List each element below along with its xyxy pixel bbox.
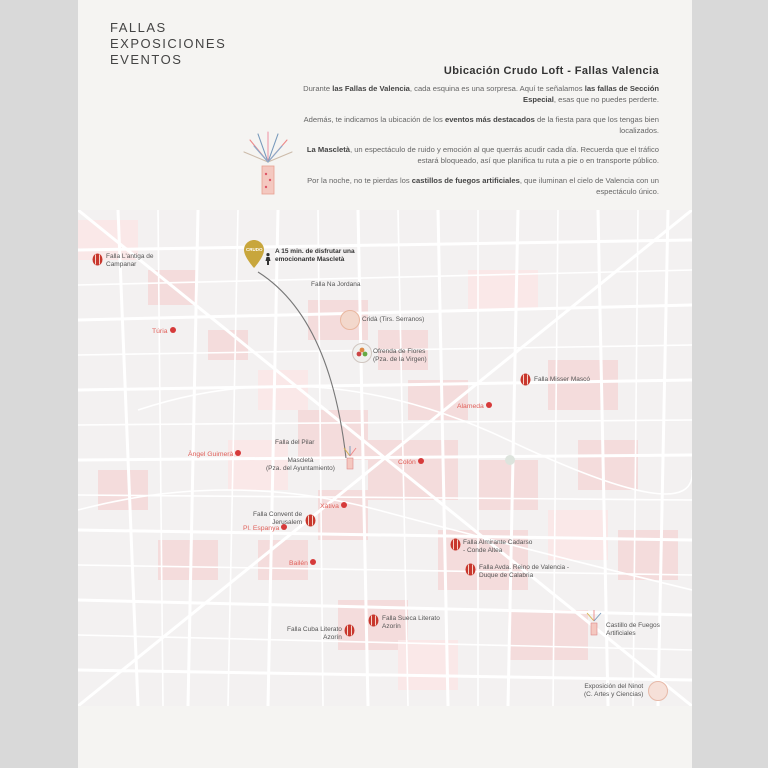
intro-paragraph-2: Además, te indicamos la ubicación de los eventos más destacados de la fiesta para que los tengas bien localizados. [303,115,659,135]
metro-icon [170,327,176,333]
crudo-location-pin-icon[interactable] [244,240,264,268]
event-label-ninot: Exposición del Ninot (C. Artes y Ciencias) [584,683,644,698]
castillo-fireworks-icon[interactable] [586,610,602,636]
intro-paragraph-4: Por la noche, no te pierdas los castillos de fuegos artificiales, que iluminan el cielo de Valencia con un espectáculo único. [307,176,659,196]
menu-item-fallas[interactable]: FALLAS [110,20,167,35]
falla-icon[interactable] [520,373,531,386]
falla-icon[interactable] [344,624,355,637]
metro-station-colon[interactable]: Colón [398,459,424,466]
falla-icon[interactable] [465,563,476,576]
falla-label-misser-masco: Falla Misser Mascó [534,376,590,383]
metro-station-angel-guimera[interactable]: Àngel Guimerà [188,451,241,458]
metro-station-alameda[interactable]: Alameda [457,403,492,410]
metro-icon [486,402,492,408]
main-menu [110,20,226,68]
event-label-castillo: Castillo de Fuegos Artificiales [606,622,660,637]
falla-label-pilar[interactable]: Falla del Pilar [275,439,315,446]
falla-label-reino-valencia: Falla Avda. Reino de Valencia - Duque de Calabria [479,564,570,579]
falla-label-almirante-cadarso: Falla Almirante Cadarso - Conde Altea [463,539,533,554]
metro-icon [310,559,316,565]
event-label-mascleta: Mascletà (Pza. del Ayuntamiento) [266,457,335,472]
falla-label-sueca-literato: Falla Sueca Literato Azorín [382,615,440,630]
falla-label-cuba-literato: Falla Cuba Literato Azorín [287,626,342,641]
ofrenda-flowers-icon[interactable] [352,343,372,363]
page-title: Ubicación Crudo Loft - Fallas Valencia [443,65,659,77]
ninot-exhibition-icon[interactable] [648,681,668,701]
metro-icon [235,450,241,456]
fireworks-illustration-icon [240,130,296,200]
falla-label-na-jordana[interactable]: Falla Na Jordana [311,281,361,288]
metro-station-turia[interactable]: Túria [152,328,176,335]
metro-icon [418,458,424,464]
metro-station-pl-espanya[interactable]: Pl. Espanya [243,525,287,532]
metro-station-xativa[interactable]: Xàtiva [320,503,347,510]
event-label-ofrenda: Ofrenda de Flores (Pza. de la Virgen) [373,348,427,363]
falla-icon[interactable] [92,253,103,266]
city-map[interactable] [78,210,692,706]
page [78,0,692,768]
metro-station-bailen[interactable]: Bailén [289,560,316,567]
walking-time-callout: A 15 min. de disfrutar una emocionante Mascletà [275,248,355,263]
falla-icon[interactable] [368,614,379,627]
mascleta-fireworks-icon[interactable] [342,446,358,470]
event-label-crida: Cridà (Tirs. Serranos) [362,316,425,323]
falla-label-antiga-campanar: Falla L'antiga de Campanar [106,253,154,268]
falla-icon[interactable] [305,514,316,527]
menu-item-exposiciones[interactable]: EXPOSICIONES [110,36,227,51]
falla-icon[interactable] [450,538,461,551]
intro-paragraph-1: Durante las Fallas de Valencia, cada esquina es una sorpresa. Aquí te señalamos las fallas de Sección Especial, esas que no puedes perderte. [303,84,659,104]
intro-paragraph-3: La Mascletà, un espectáculo de ruido y emoción al que querrás acudir cada día. Recuerda que el tráfico estará bloqueado, así que planifica tu ruta a pie o en transporte público. [306,145,659,165]
metro-icon [341,502,347,508]
crida-event-icon[interactable] [340,310,360,330]
pin-label: CRUDO [246,247,263,252]
menu-item-eventos[interactable]: EVENTOS [110,52,183,67]
walking-person-icon [264,253,272,265]
falla-label-convent-jerusalem: Falla Convent de Jerusalem [253,511,303,526]
